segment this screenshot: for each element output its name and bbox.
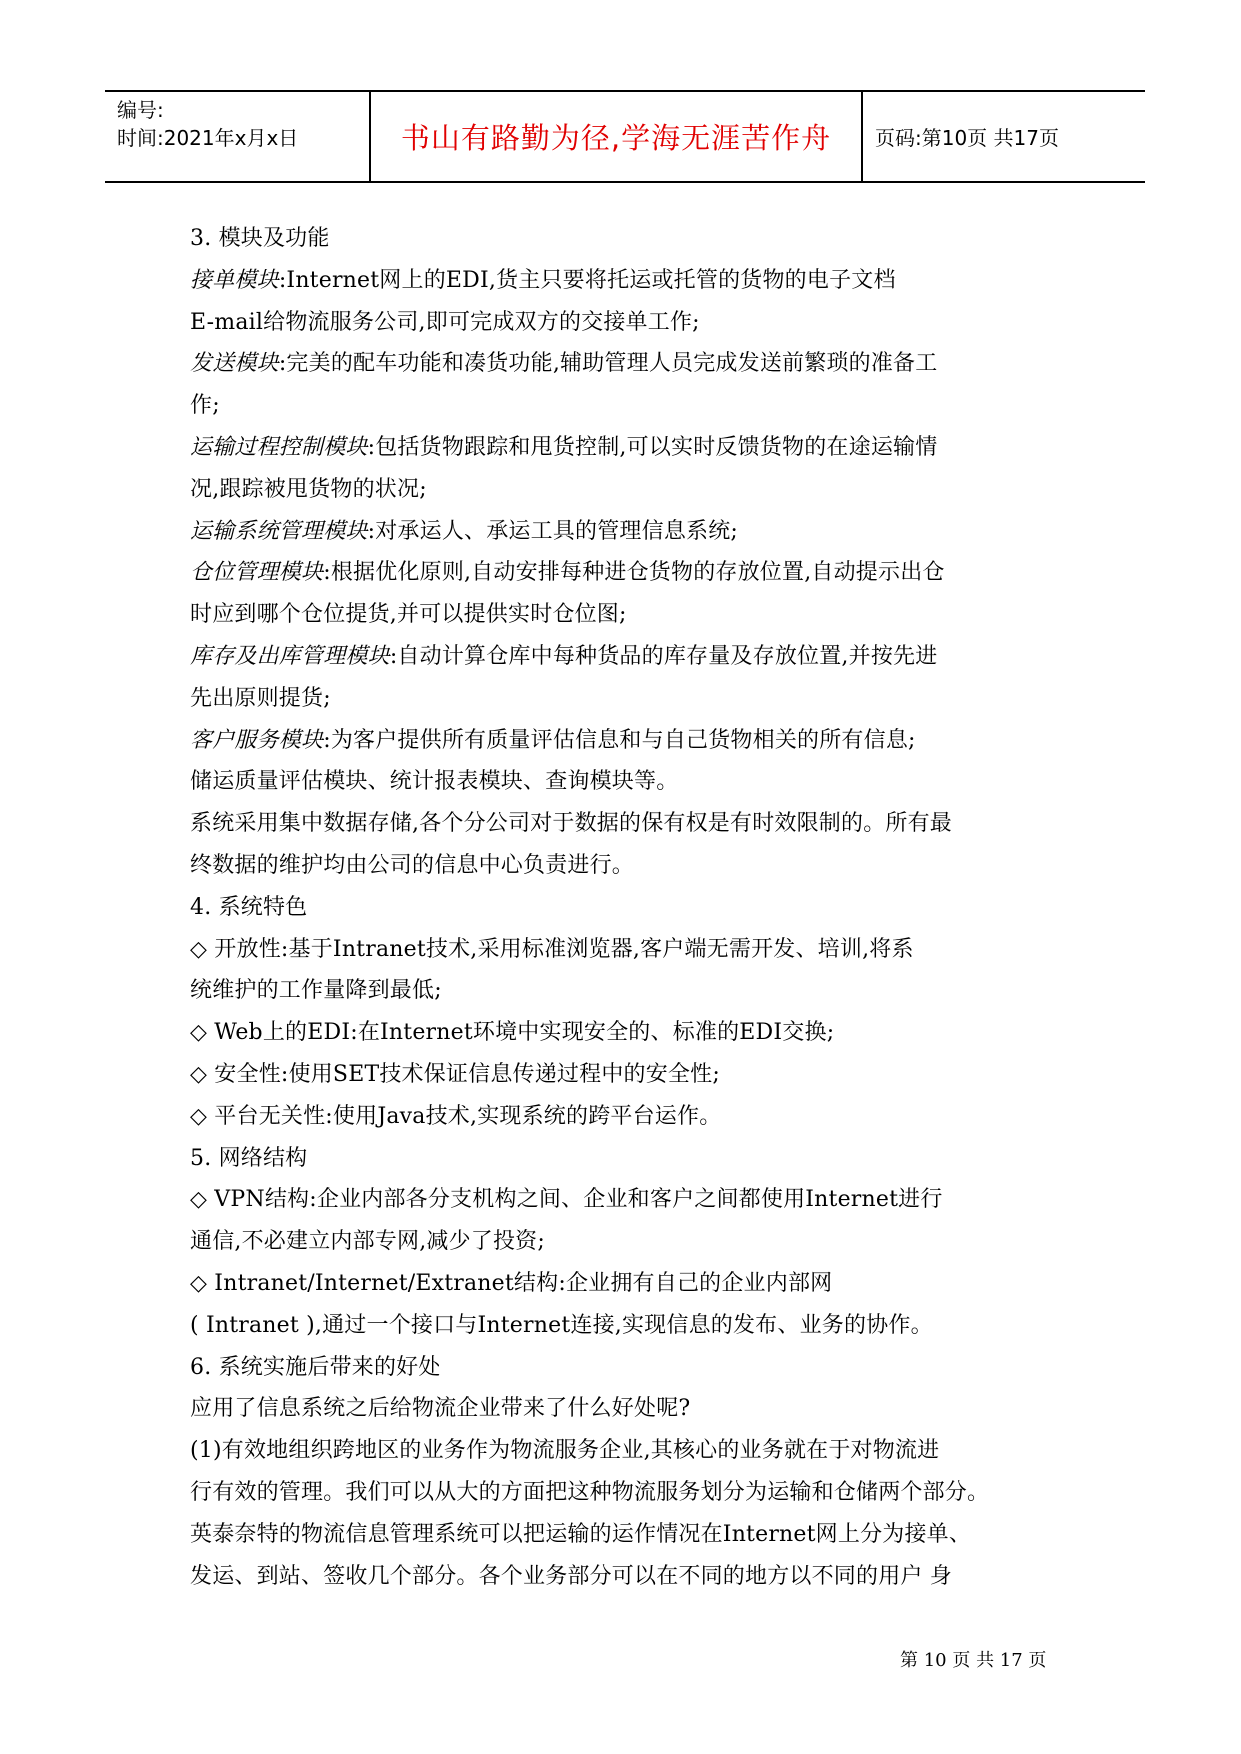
text-line	[190, 1305, 1070, 1347]
line-text: (1)有效地组织跨地区的业务作为物流服务企业,其核心的业务就在于对物流进	[190, 1438, 940, 1464]
text-line	[190, 1514, 1070, 1556]
text-line	[190, 720, 1070, 762]
header-page-code: 页码:第10页 共17页	[875, 126, 1059, 150]
time-label: 时间:2021年x月x日	[117, 126, 299, 150]
text-line	[190, 302, 1070, 344]
text-line	[190, 343, 1070, 385]
line-text: ◇ Intranet/Internet/Extranet结构:企业拥有自己的企业内部网	[190, 1270, 833, 1296]
line-text: 先出原则提货;	[190, 685, 331, 711]
module-name: 运输过程控制模块	[190, 434, 368, 460]
text-line	[190, 218, 1070, 260]
header-divider	[861, 92, 863, 181]
line-text: :对承运人、承运工具的管理信息系统;	[367, 518, 739, 544]
line-text: 况,跟踪被甩货物的状况;	[190, 476, 427, 502]
text-line	[190, 929, 1070, 971]
line-text: 应用了信息系统之后给物流企业带来了什么好处呢?	[190, 1396, 691, 1422]
line-text: :自动计算仓库中每种货品的库存量及存放位置,并按先进	[389, 643, 938, 669]
text-line	[190, 511, 1070, 553]
text-line	[190, 970, 1070, 1012]
module-name: 运输系统管理模块	[190, 518, 368, 544]
line-text: ◇ 安全性:使用SET技术保证信息传递过程中的安全性;	[190, 1061, 720, 1087]
text-line	[190, 1179, 1070, 1221]
line-text: :Internet网上的EDI,货主只要将托运或托管的货物的电子文档	[278, 267, 896, 293]
line-text: 6. 系统实施后带来的好处	[190, 1354, 441, 1380]
text-line	[190, 761, 1070, 803]
line-text: 作;	[190, 393, 220, 419]
line-text: ◇ VPN结构:企业内部各分支机构之间、企业和客户之间都使用Internet进行	[190, 1187, 943, 1213]
line-text: ◇ 开放性:基于Intranet技术,采用标准浏览器,客户端无需开发、培训,将系	[190, 936, 914, 962]
line-text: 通信,不必建立内部专网,减少了投资;	[190, 1229, 545, 1255]
line-text: :包括货物跟踪和甩货控制,可以实时反馈货物的在途运输情	[367, 434, 938, 460]
text-line	[190, 1263, 1070, 1305]
line-text: 行有效的管理。我们可以从大的方面把这种物流服务划分为运输和仓储两个部分。	[190, 1479, 990, 1505]
line-text: 5. 网络结构	[190, 1145, 308, 1171]
module-name: 发送模块	[190, 351, 279, 377]
text-line	[190, 1096, 1070, 1138]
text-line	[190, 469, 1070, 511]
module-name: 客户服务模块	[190, 727, 324, 753]
module-name: 仓位管理模块	[190, 560, 324, 586]
line-text: E-mail给物流服务公司,即可完成双方的交接单工作;	[190, 309, 700, 335]
text-line	[190, 1388, 1070, 1430]
text-line	[190, 1430, 1070, 1472]
text-line	[190, 845, 1070, 887]
text-line	[190, 594, 1070, 636]
text-line	[190, 1054, 1070, 1096]
module-name: 接单模块	[190, 267, 279, 293]
line-text: 储运质量评估模块、统计报表模块、查询模块等。	[190, 769, 679, 795]
text-line	[190, 260, 1070, 302]
line-text: :根据优化原则,自动安排每种进仓货物的存放位置,自动提示出仓	[323, 560, 945, 586]
line-text: 英泰奈特的物流信息管理系统可以把运输的运作情况在Internet网上分为接单、	[190, 1521, 972, 1547]
page-header	[105, 90, 1145, 183]
header-motto: 书山有路勤为径,学海无涯苦作舟	[400, 121, 832, 155]
text-line	[190, 887, 1070, 929]
text-line	[190, 636, 1070, 678]
text-line	[190, 803, 1070, 845]
text-line	[190, 1012, 1070, 1054]
line-text: 4. 系统特色	[190, 894, 308, 920]
line-text: :为客户提供所有质量评估信息和与自己货物相关的所有信息;	[323, 727, 916, 753]
line-text: 终数据的维护均由公司的信息中心负责进行。	[190, 852, 635, 878]
line-text: ( Intranet ),通过一个接口与Internet连接,实现信息的发布、业务的协作。	[190, 1312, 933, 1338]
line-text: 发运、到站、签收几个部分。各个业务部分可以在不同的地方以不同的用户 身	[190, 1563, 952, 1589]
text-line	[190, 427, 1070, 469]
number-label: 编号:	[117, 98, 164, 122]
module-name: 库存及出库管理模块	[190, 643, 390, 669]
text-line	[190, 1221, 1070, 1263]
text-line	[190, 1556, 1070, 1598]
line-text: 系统采用集中数据存储,各个分公司对于数据的保有权是有时效限制的。所有最	[190, 811, 952, 837]
line-text: 3. 模块及功能	[190, 226, 330, 251]
text-line	[190, 1472, 1070, 1514]
text-line	[190, 1138, 1070, 1180]
text-line	[190, 552, 1070, 594]
line-text: ◇ Web上的EDI:在Internet环境中实现安全的、标准的EDI交换;	[190, 1020, 835, 1046]
document-body	[190, 218, 1070, 1597]
header-meta	[117, 96, 367, 152]
line-text: 统维护的工作量降到最低;	[190, 978, 442, 1004]
line-text: 时应到哪个仓位提货,并可以提供实时仓位图;	[190, 602, 627, 628]
page-footer: 第 10 页 共 17 页	[900, 1650, 1047, 1671]
text-line	[190, 385, 1070, 427]
text-line	[190, 1347, 1070, 1389]
text-line	[190, 678, 1070, 720]
line-text: ◇ 平台无关性:使用Java技术,实现系统的跨平台运作。	[190, 1103, 722, 1129]
line-text: :完美的配车功能和凑货功能,辅助管理人员完成发送前繁琐的准备工	[278, 351, 938, 377]
